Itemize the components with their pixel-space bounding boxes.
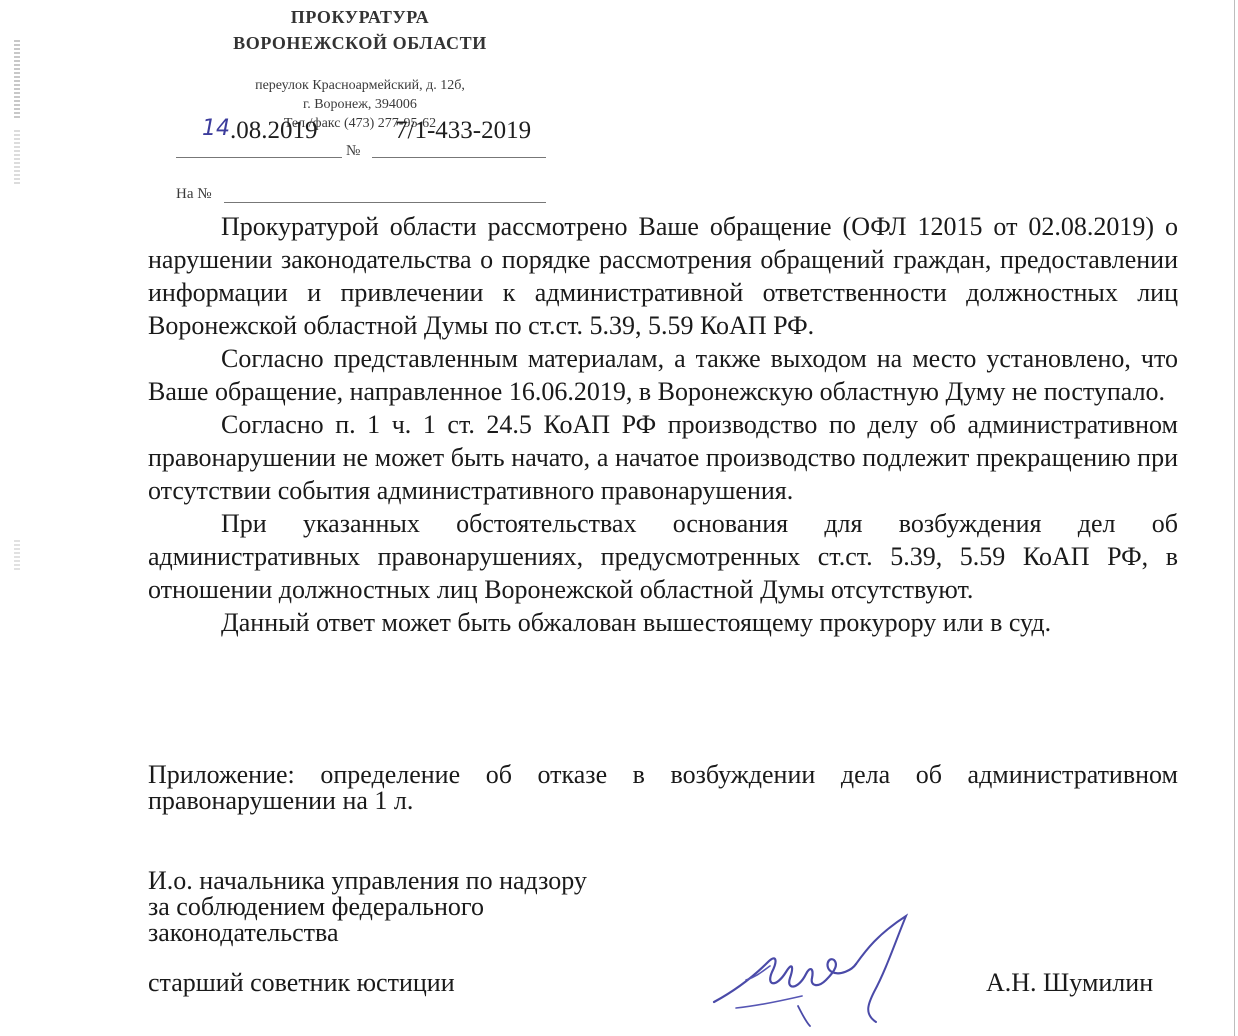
signature-stroke [856,916,906,1022]
registration-row [176,116,556,166]
number-label: № [346,143,361,159]
attachment-note: Приложение: определение об отказе в возбуждении дела об административном правонарушении на 1 л. [148,760,1178,815]
scan-edge-line [1234,0,1235,1036]
body-paragraph: Согласно п. 1 ч. 1 ст. 24.5 КоАП РФ производство по делу об административном правонарушении не может быть начато, а начатое производство подлежит прекращению при отсутствии события административного правонарушения. [148,410,1178,505]
date-underline [176,157,342,158]
scan-artifact [14,40,20,120]
letter-body [148,210,1178,639]
handwritten-day: 14 [202,116,230,141]
reference-underline [224,202,546,203]
signatory-name: А.Н. Шумилин [986,968,1154,997]
signatory-title-line1: И.о. начальника управления по надзору [148,866,587,895]
handwritten-signature [706,910,936,1030]
address-city: г. Воронеж, 394006 [303,97,417,112]
signature-stroke [798,1006,810,1026]
body-paragraph: При указанных обстоятельствах основания для возбуждения дел об административных правонарушениях, предусмотренных ст.ст. 5.39, 5.59 КоАП РФ, в отношении должностных лиц Воронежской областной Думы отсутствуют. [148,509,1178,604]
body-paragraph: Данный ответ может быть обжалован вышестоящему прокурору или в суд. [221,608,1052,637]
signature-stroke [714,958,856,1002]
signatory-title [148,868,587,946]
body-paragraph: Прокуратурой области рассмотрено Ваше обращение (ОФЛ 12015 от 02.08.2019) о нарушении законодательства о порядке рассмотрения обращений граждан, предоставлении информации и привлечении к административной ответственности должностных лиц Воронежской областной Думы по ст.ст. 5.39, 5.59 КоАП РФ. [148,212,1178,340]
signatory-title-line3: законодательства [148,918,339,947]
number-underline [372,157,546,158]
signatory-title-line2: за соблюдением федерального [148,892,484,921]
registration-number: 7/1-433-2019 [395,117,532,144]
org-name-line1: ПРОКУРАТУРА [290,7,430,27]
reference-row [176,186,556,210]
address-phone: Тел./факс (473) 277-95-62 [283,116,437,131]
reference-label: На № [176,186,212,202]
letterhead [180,4,540,133]
letter-date: .08.2019 [230,117,318,144]
org-name-line2: ВОРОНЕЖСКОЙ ОБЛАСТИ [233,33,487,53]
address-street: переулок Красноармейский, д. 12б, [255,78,465,93]
body-paragraph: Согласно представленным материалам, а также выходом на место установлено, что Ваше обращение, направленное 16.06.2019, в Воронежскую областную Думу не поступало. [148,344,1178,406]
signatory-rank: старший советник юстиции [148,968,455,997]
scan-artifact [14,130,20,185]
scan-artifact [14,540,20,570]
